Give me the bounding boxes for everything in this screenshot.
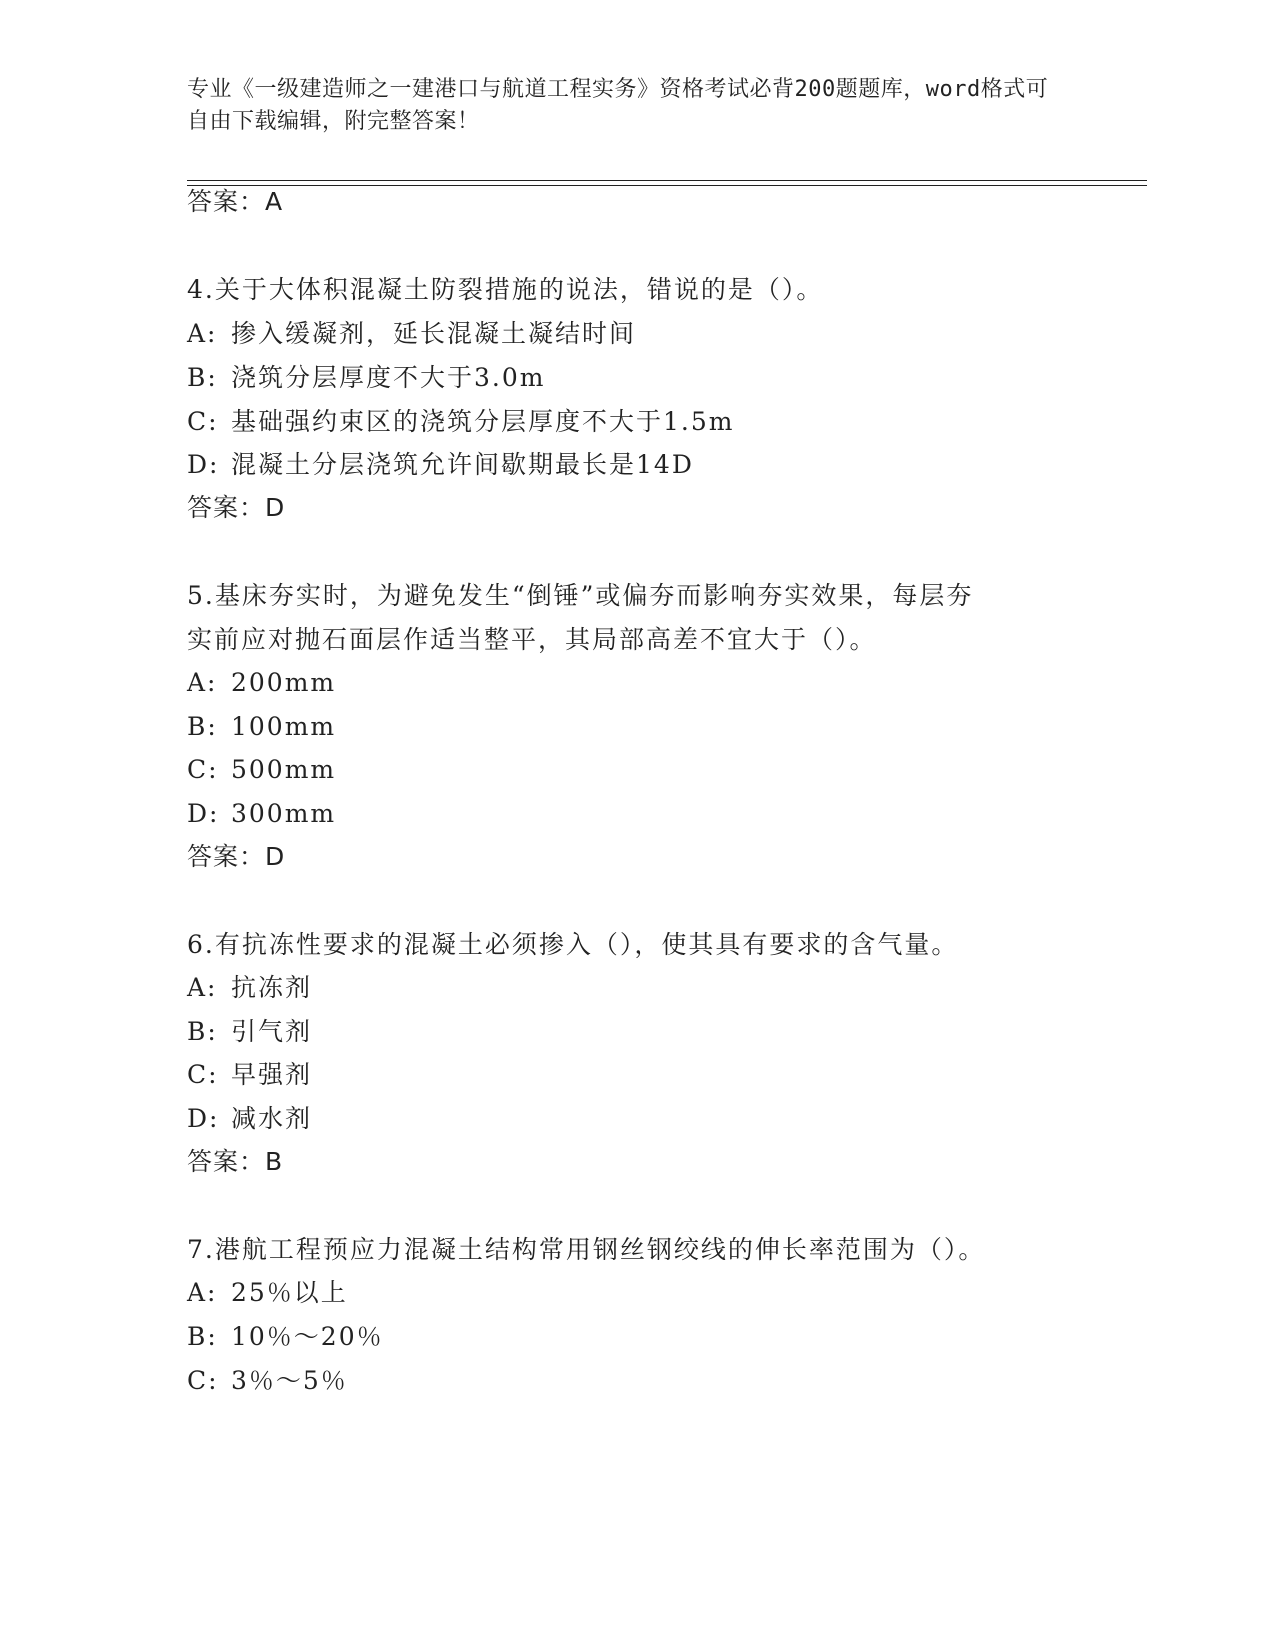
option-letter: A:: [187, 319, 218, 348]
answer-prefix: 答案：: [187, 493, 266, 522]
answer-value: B: [265, 1147, 284, 1176]
option-text: 200mm: [231, 668, 337, 697]
option-text: 300mm: [231, 799, 337, 828]
answer-line: [187, 186, 283, 218]
option-letter: C:: [187, 1366, 219, 1395]
answer-prefix: 答案：: [187, 1147, 266, 1176]
option-c: [187, 754, 336, 786]
option-letter: A:: [187, 1278, 218, 1307]
option-text: 引气剂: [231, 1017, 313, 1046]
option-b: [187, 1321, 384, 1353]
option-text: 3％～5％: [231, 1366, 348, 1395]
option-text: 25％以上: [231, 1278, 348, 1307]
option-letter: C:: [187, 1060, 219, 1089]
answer-line: [187, 492, 285, 524]
option-letter: A:: [187, 973, 218, 1002]
option-text: 混凝土分层浇筑允许间歇期最长是14D: [231, 450, 694, 479]
answer-prefix: 答案：: [187, 187, 266, 216]
option-letter: C:: [187, 755, 219, 784]
option-b: [187, 711, 336, 743]
option-text: 500mm: [231, 755, 337, 784]
option-a: [187, 318, 636, 350]
answer-value: D: [265, 842, 286, 871]
option-text: 减水剂: [231, 1104, 313, 1133]
option-letter: B:: [187, 1322, 218, 1351]
option-text: 10％～20％: [231, 1322, 384, 1351]
question-stem: 7.港航工程预应力混凝土结构常用钢丝钢绞线的伸长率范围为（）。: [187, 1235, 986, 1264]
option-c: [187, 406, 734, 438]
question-stem: 5.基床夯实时，为避免发生“倒锤”或偏夯而影响夯实效果，每层夯: [187, 581, 974, 610]
option-d: [187, 1103, 312, 1135]
option-text: 早强剂: [231, 1060, 313, 1089]
header-divider-bottom: [187, 185, 1147, 186]
option-text: 浇筑分层厚度不大于3.0m: [231, 363, 546, 392]
option-b: [187, 362, 545, 394]
answer-prefix: 答案：: [187, 842, 266, 871]
option-letter: D:: [187, 799, 220, 828]
option-letter: C:: [187, 407, 219, 436]
option-c: [187, 1365, 348, 1397]
option-letter: B:: [187, 712, 218, 741]
option-b: [187, 1016, 312, 1048]
option-a: [187, 667, 336, 699]
question-stem-continued: 实前应对抛石面层作适当整平，其局部高差不宜大于（）。: [187, 625, 877, 654]
option-text: 抗冻剂: [231, 973, 313, 1002]
answer-value: D: [265, 493, 286, 522]
option-letter: D:: [187, 1104, 220, 1133]
option-text: 基础强约束区的浇筑分层厚度不大于1.5m: [231, 407, 735, 436]
answer-line: [187, 841, 285, 873]
option-text: 掺入缓凝剂，延长混凝土凝结时间: [231, 319, 637, 348]
header-divider-top: [187, 180, 1147, 181]
document-header: 专业《一级建造师之一建港口与航道工程实务》资格考试必背200题题库，word格式可自由下载编辑，附完整答案！: [187, 77, 1049, 134]
option-letter: B:: [187, 363, 218, 392]
option-text: 100mm: [231, 712, 337, 741]
option-a: [187, 1277, 348, 1309]
option-letter: B:: [187, 1017, 218, 1046]
answer-line: [187, 1146, 283, 1178]
question-stem: 4.关于大体积混凝土防裂措施的说法，错说的是（）。: [187, 275, 824, 304]
question-stem: 6.有抗冻性要求的混凝土必须掺入（），使其具有要求的含气量。: [187, 930, 959, 959]
option-letter: A:: [187, 668, 218, 697]
answer-value: A: [265, 187, 284, 216]
option-d: [187, 798, 336, 830]
option-c: [187, 1059, 312, 1091]
option-a: [187, 972, 312, 1004]
option-letter: D:: [187, 450, 220, 479]
option-d: [187, 449, 694, 481]
